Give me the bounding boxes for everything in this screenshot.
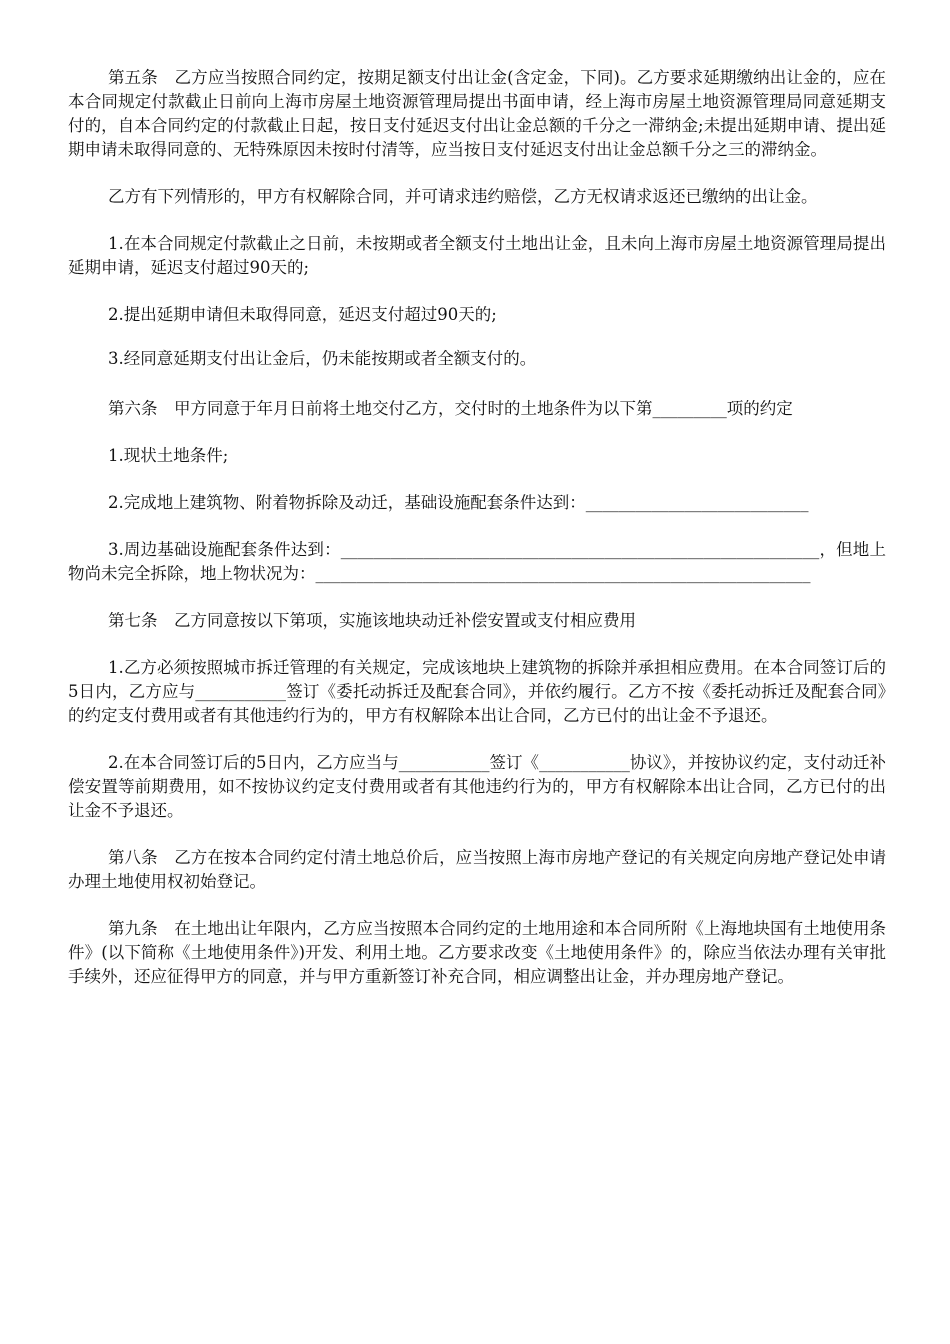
article-6-item-1: 1.现状土地条件; [108, 446, 229, 465]
article-8: 第八条 乙方在按本合同约定付清土地总价后，应当按照上海市房地产登记的有关规定向房地产登记处申请办理土地使用权初始登记。 [68, 848, 886, 891]
article-7-item-1: 1.乙方必须按照城市拆迁管理的有关规定，完成该地块上建筑物的拆除并承担相应费用。在本合同签订后的5日内，乙方应与___________签订《委托动拆迁及配套合同》，并依约履行。乙方不按《委托动拆迁及配套合同》的约定支付费用或者有其他违约行为的，甲方有权解除本出让合同，乙方已付的出让金不予退还。 [68, 658, 886, 725]
article-9: 第九条 在土地出让年限内，乙方应当按照本合同约定的土地用途和本合同所附《上海地块国有土地使用条件》(以下简称《土地使用条件》)开发、利用土地。乙方要求改变《土地使用条件》的，除应当依法办理有关审批手续外，还应征得甲方的同意，并与甲方重新签订补充合同，相应调整出让金，并办理房地产登记。 [68, 919, 886, 986]
article-5: 第五条 乙方应当按照合同约定，按期足额支付出让金(含定金，下同)。乙方要求延期缴纳出让金的，应在本合同规定付款截止日前向上海市房屋土地资源管理局提出书面申请，经上海市房屋土地资源管理局同意延期支付的，自本合同约定的付款截止日起，按日支付延迟支付出让金总额的千分之一滞纳金;未提出延期申请、提出延期申请未取得同意的、无特殊原因未按时付清等，应当按日支付延迟支付出让金总额千分之三的滞纳金。 [68, 68, 886, 159]
article-6: 第六条 甲方同意于年月日前将土地交付乙方，交付时的土地条件为以下第_________项的约定 [108, 399, 793, 418]
article-6-item-3: 3.周边基础设施配套条件达到：__________________________________________________________，但地上物尚未完全拆除，地上物状况为：____________________________________________________________ [68, 540, 886, 583]
article-5-item-2: 2.提出延期申请但未取得同意，延迟支付超过90天的; [108, 305, 497, 324]
article-7-item-2: 2.在本合同签订后的5日内，乙方应当与___________签订《___________协议》，并按协议约定，支付动迁补偿安置等前期费用，如不按协议约定支付费用或者有其他违约行为的，甲方有权解除本出让合同，乙方已付的出让金不予退还。 [68, 753, 886, 820]
article-5-item-3: 3.经同意延期支付出让金后，仍未能按期或者全额支付的。 [108, 349, 537, 368]
article-5-item-1: 1.在本合同规定付款截止之日前，未按期或者全额支付土地出让金，且未向上海市房屋土地资源管理局提出延期申请，延迟支付超过90天的; [68, 234, 886, 277]
article-5-termination-clause: 乙方有下列情形的，甲方有权解除合同，并可请求违约赔偿，乙方无权请求返还已缴纳的出让金。 [108, 187, 818, 206]
document-page [68, 66, 886, 1012]
article-7: 第七条 乙方同意按以下第项，实施该地块动迁补偿安置或支付相应费用 [108, 611, 636, 630]
article-6-item-2: 2.完成地上建筑物、附着物拆除及动迁，基础设施配套条件达到：___________________________ [108, 493, 809, 512]
